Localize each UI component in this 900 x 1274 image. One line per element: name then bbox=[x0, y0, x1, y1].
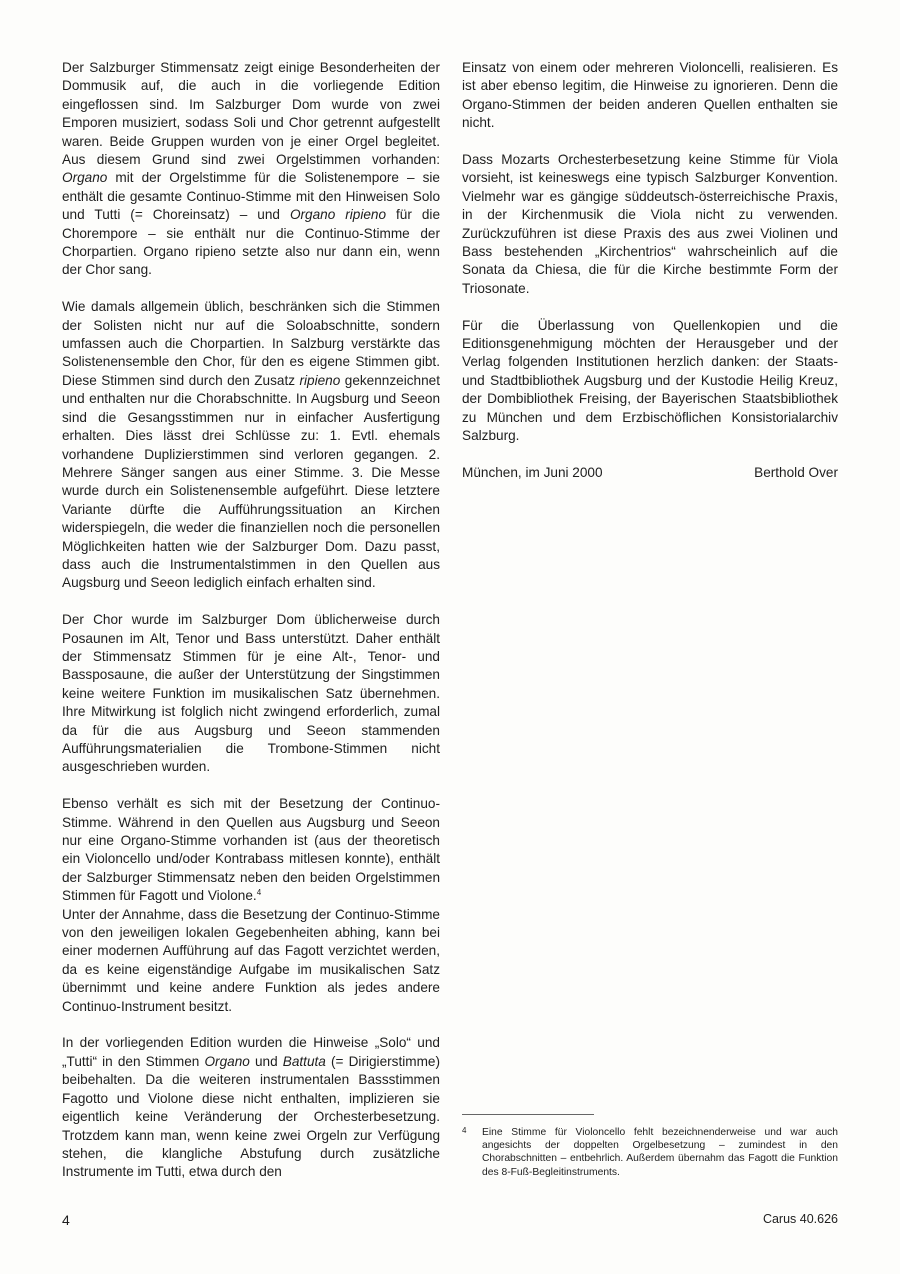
page-number: 4 bbox=[62, 1212, 70, 1228]
footnote-divider bbox=[462, 1114, 594, 1115]
footnote-mark: 4 bbox=[462, 1126, 467, 1135]
paragraph-continuo: Ebenso verhält es sich mit der Besetzung der Continuo-Stimme. Während in den Quellen aus Augsburg und Seeon nur eine Organo-Stimme vorhanden ist (aus der theoretisch ein Violoncello und/oder Kontrabass mitlesen konnte), enthält der Salzburger Stimmensatz neben den beiden Orgelstimmen Stimmen für Fagott und Violone.$^4$ Unter der Annahme, dass die Besetzung der Continuo-Stimme von den jeweiligen lokalen Gegebenheiten abhing, kann bei einer modernen Aufführung auf das Fagott verzichtet werden, da es keine eigenständige Aufgabe im musikalischen Satz übernimmt und keine andere Funktion als jedes andere Continuo-Instrument besitzt. bbox=[62, 796, 440, 1014]
paragraph-salzburg-parts: Der Salzburger Stimmensatz zeigt einige Besonderheiten der Dommusik auf, die auch in die vorliegende Edition eingeflossen sind. Im Salzburger Dom wurde von zwei Emporen musiziert, sodass Soli und Chor getrennt aufgestellt waren. Beide Gruppen wurden von je einer Orgel begleitet. Aus diesem Grund sind zwei Orgelstimmen vorhanden: Organo mit der Orgelstimme für die Solistenempore – sie enthält die gesamte Continuo-Stimme mit den Hinweisen Solo und Tutti (= Choreinsatz) – und Organo ripieno für die Chorempore – sie enthält nur die Continuo-Stimme der Chorpartien. Organo ripieno setzte also nur dann ein, wenn der Chor sang. bbox=[62, 60, 440, 278]
paragraph-violoncelli: Einsatz von einem oder mehreren Violoncelli, realisieren. Es ist aber ebenso legitim, die Hinweise zu ignorieren. Denn die Organo-Stimmen der beiden anderen Quellen enthalten sie nicht. bbox=[462, 60, 838, 131]
paragraph-viola: Dass Mozarts Orchesterbesetzung keine Stimme für Viola vorsieht, ist keineswegs eine typisch Salzburger Konvention. Vielmehr war es gängige süddeutsch-österreichische Praxis, in der Kirchenmusik die Viola nicht zu verwenden. Zurückzuführen ist diese Praxis des aus zwei Violinen und Bass bestehenden „Kirchentrios“ wahrscheinlich auf die Sonata da Chiesa, die für die Kirche bestimmte Form der Triosonate. bbox=[462, 152, 838, 296]
paragraph-soloists: Wie damals allgemein üblich, beschränken sich die Stimmen der Solisten nicht nur auf die Soloabschnitte, sondern umfassen auch die Chorpartien. In Salzburg verstärkte das Solistenensemble den Chor, für den es eigene Stimmen gibt. Diese Stimmen sind durch den Zusatz ripieno gekennzeichnet und enthalten nur die Chorabschnitte. In Augsburg und Seeon sind die Gesangsstimmen nur in einfacher Ausfertigung erhalten. Dies lässt drei Schlüsse zu: 1. Evtl. ehemals vorhandene Duplizierstimmen sind verloren gegangen. 2. Mehrere Sänger sangen aus einer Stimme. 3. Die Messe wurde durch ein Solistenensemble aufgeführt. Diese letztere Variante dürfte die Aufführungssituation an Kirchen widerspiegeln, die weder die finanziellen noch die personellen Möglichkeiten hatten wie der Salzburger Dom. Dazu passt, dass auch die Instrumentalstimmen in den Quellen aus Augsburg und Seeon lediglich einfach erhalten sind. bbox=[62, 299, 440, 591]
footnote-reference[interactable]: 4 bbox=[256, 888, 262, 898]
signature-line bbox=[462, 464, 838, 482]
place-date: München, im Juni 2000 bbox=[462, 464, 603, 480]
catalog-number: Carus 40.626 bbox=[762, 1212, 838, 1226]
italic-term: ripieno bbox=[299, 372, 341, 388]
paragraph-acknowledgements: Für die Überlassung von Quellenkopien und die Editionsgenehmigung möchten der Herausgeber und der Verlag folgenden Institutionen herzlich danken: der Staats- und Stadtbibliothek Augsburg und der Kustodie Heilig Kreuz, der Dombibliothek Freising, der Bayerischen Staatsbibliothek zu München und dem Erzbischöflichen Konsistorialarchiv Salzburg. bbox=[462, 317, 838, 444]
author-name: Berthold Over bbox=[754, 464, 838, 480]
paragraph-solo-tutti: In der vorliegenden Edition wurden die Hinweise „Solo“ und „Tutti“ in den Stimmen Organo und Battuta (= Dirigierstimme) beibehalten. Da die weiteren instrumentalen Bassstimmen Fagotto und Violone diese nicht enthalten, implizieren sie eigentlich keine Veränderung der Orchesterbesetzung. Trotzdem kann man, wenn keine zwei Orgeln zur Verfügung stehen, die klangliche Abstufung durch zusätzliche Instrumente im Tutti, etwa durch den bbox=[62, 1035, 440, 1180]
italic-term: Battuta bbox=[282, 1053, 326, 1069]
footnote-text: Eine Stimme für Violoncello fehlt bezeichnenderweise und war auch angesichts der doppelten Orgelbesetzung – zumindest in den Chorabschnitten – entbehrlich. Außerdem übernahm das Fagott die Funktion des 8-Fuß-Begleitinstruments. bbox=[482, 1127, 838, 1178]
right-column bbox=[462, 59, 838, 482]
left-column bbox=[62, 59, 440, 1182]
italic-term: Organo ripieno bbox=[289, 207, 387, 223]
paragraph-trombones: Der Chor wurde im Salzburger Dom üblicherweise durch Posaunen im Alt, Tenor und Bass unterstützt. Daher enthält der Stimmensatz Stimmen für je eine Alt-, Tenor- und Bassposaune, die außer der Unterstützung der Singstimmen keine weitere Funktion im musikalischen Satz übernehmen. Ihre Mitwirkung ist folglich nicht zwingend erforderlich, zumal da für die aus Augsburg und Seeon stammenden Aufführungsmaterialien die Trombone-Stimmen nicht ausgeschrieben wurden. bbox=[62, 612, 440, 775]
footnote bbox=[462, 1126, 838, 1179]
italic-term: Organo bbox=[204, 1053, 250, 1069]
italic-term: Organo bbox=[62, 170, 108, 186]
